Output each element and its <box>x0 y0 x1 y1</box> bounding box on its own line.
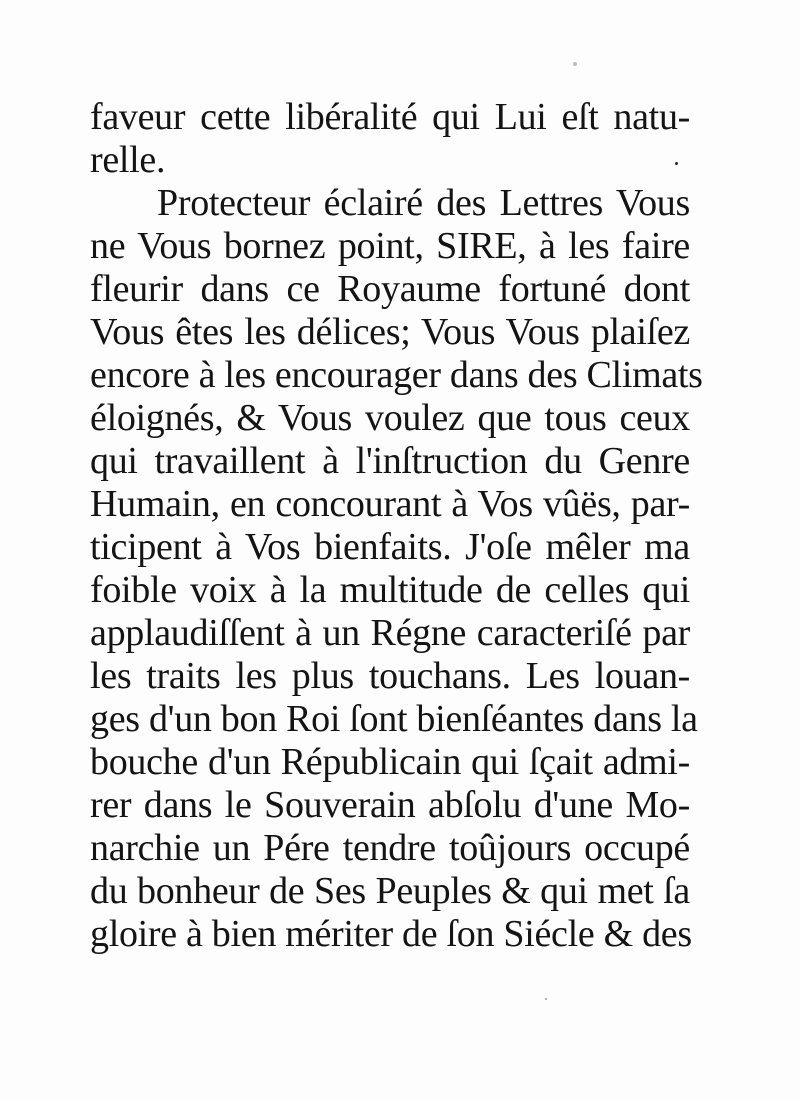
text-line: qui travaillent à l'inſtruction du Genre <box>90 440 690 482</box>
text-line: foible voix à la multitude de celles qui <box>90 569 690 611</box>
scan-speck <box>573 62 577 66</box>
scan-speck <box>545 998 547 1000</box>
text-line: faveur cette libéralité qui Lui eſt natu- <box>90 96 690 138</box>
text-line: éloignés, & Vous voulez que tous ceux <box>90 397 690 439</box>
paragraph-first-line: Protecteur éclairé des Lettres Vous <box>157 182 690 224</box>
text-line: ne Vous bornez point, SIRE, à les faire <box>90 225 690 267</box>
text-line: relle. <box>90 139 166 181</box>
text-line: applaudiſſent à un Régne caracteriſé par <box>90 612 690 654</box>
scan-speck <box>675 162 678 165</box>
text-line: bouche d'un Républicain qui ſçait admi- <box>90 741 690 783</box>
text-line: encore à les encourager dans des Climats <box>90 354 703 396</box>
text-line: ges d'un bon Roi ſont bienſéantes dans la <box>90 698 698 740</box>
text-line: narchie un Pére tendre toûjours occupé <box>90 827 690 869</box>
text-line: rer dans le Souverain abſolu d'une Mo- <box>90 784 690 826</box>
body-text <box>90 96 703 956</box>
text-line: fleurir dans ce Royaume fortuné dont <box>90 268 690 310</box>
text-line: Vous êtes les délices; Vous Vous plaiſez <box>90 311 690 353</box>
text-line: les traits les plus touchans. Les louan- <box>90 655 690 697</box>
text-line: gloire à bien mériter de ſon Siécle & des <box>90 913 692 955</box>
text-line: Humain, en concourant à Vos vûës, par- <box>90 483 690 525</box>
text-line: ticipent à Vos bienfaits. J'oſe mêler ma <box>90 526 690 568</box>
text-line: du bonheur de Ses Peuples & qui met ſa <box>90 870 690 912</box>
